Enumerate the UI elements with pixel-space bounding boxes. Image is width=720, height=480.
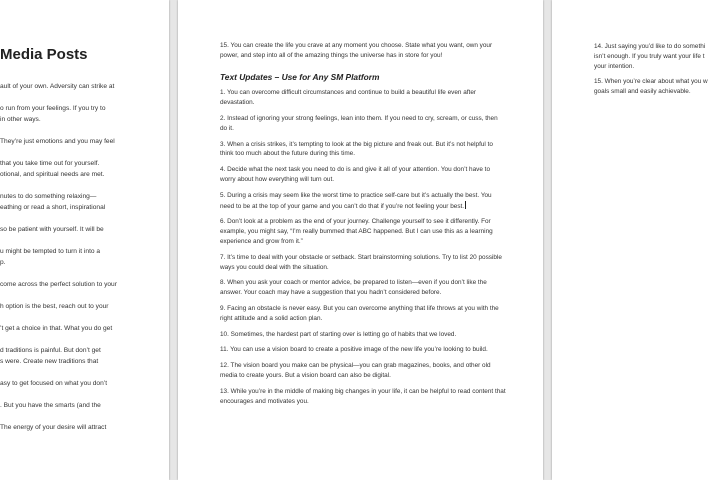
text-cursor (465, 201, 466, 209)
list-item: 8. When you ask your coach or mentor advice, be prepared to listen—even if you don’t like the answer. Your coach may have a suggestion that you hadn’t considered before. (220, 279, 487, 297)
paragraph-fragment: u might be tempted to turn it into a p. (0, 248, 101, 266)
list-item: 13. While you’re in the middle of making big changes in your life, it can be helpful to read content that encourages and motivates you. (220, 387, 506, 405)
list-item: 11. You can use a vision board to create a positive image of the new life you’re looking to build. (220, 346, 488, 354)
list-item: 9. Facing an obstacle is never easy. But you can overcome anything that life throws at you with the right attitude and a solid action plan. (220, 304, 499, 322)
paragraph-fragment: The energy of your desire will attract (0, 424, 107, 431)
left-paragraph-list (0, 81, 169, 433)
list-item: 6. Don’t look at a problem as the end of your journey. Challenge yourself to see it differently. For example, you might say, “I’m really bummed that ABC happened. But I can use this as a learning experience and grow from it.” (220, 218, 493, 245)
list-item: 10. Sometimes, the hardest part of starting over is letting go of habits that we loved. (220, 330, 457, 338)
paragraph-fragment: They’re just emotions and you may feel (0, 138, 115, 145)
paragraph-fragment: . But you have the smarts (and the (0, 402, 101, 409)
list-item: 1. You can overcome difficult circumstances and continue to build a beautiful life even after devastation. (220, 89, 477, 107)
paragraph-fragment: that you take time out for yourself. otional, and spiritual needs are met. (0, 160, 105, 178)
paragraph-fragment: 14. Just saying you’d like to do somethi isn’t enough. If you truly want your life t your intention. (594, 43, 706, 70)
paragraph-fragment: nutes to do something relaxing— eathing or read a short, inspirational (0, 193, 106, 211)
paragraph-fragment: come across the perfect solution to your (0, 281, 117, 288)
list-item-text: 5. During a crisis may seem like the worst time to practice self-care but it’s actually the best. You need to be at the top of your game and you can’t do that if you’re not feeling your best. (220, 191, 492, 210)
section-heading: Text Updates – Use for Any SM Platform (220, 71, 380, 82)
paragraph-fragment: ault of your own. Adversity can strike at (0, 83, 115, 90)
document-page-right (552, 0, 720, 480)
document-page-left (0, 0, 169, 480)
list-item: 3. When a crisis strikes, it’s tempting to look at the big picture and freak out. But it’s not helpful to think too much about the future during this time. (220, 140, 493, 158)
page-title: Media Posts (0, 46, 88, 63)
paragraph-fragment: o run from your feelings. If you try to in other ways. (0, 105, 106, 123)
paragraph-fragment: ’t get a choice in that. What you do get (0, 325, 113, 332)
list-item: 4. Decide what the next task you need to do is and give it all of your attention. You don’t have to worry about how everything will turn out. (220, 166, 491, 183)
paragraph-fragment: d traditions is painful. But don’t get s were. Create new traditions that (0, 347, 101, 365)
list-item: 12. The vision board you make can be physical—you can grab magazines, books, and other old media to create yours. But a vision board can also be digital. (220, 362, 491, 379)
list-item: 7. It’s time to deal with your obstacle or setback. Start brainstorming solutions. Try to list 20 possible ways you could deal with the situation. (220, 253, 502, 271)
list-item-with-cursor[interactable] (220, 191, 506, 212)
paragraph-fragment: 15. When you’re clear about what you w goals small and easily achievable. (594, 78, 708, 96)
list-item: 2. Instead of ignoring your strong feelings, lean into them. If you need to cry, scream, or cuss, then do it. (220, 114, 498, 132)
page-body[interactable] (220, 41, 506, 412)
paragraph-fragment: asy to get focused on what you don’t (0, 380, 108, 387)
list-item-intro: 15. You can create the life you crave at any moment you choose. State what you want, own your power, and step into all of the amazing things the universe has in store for you! (220, 42, 493, 59)
paragraph-fragment: h option is the best, reach out to your (0, 303, 109, 310)
document-page-center (178, 0, 543, 480)
paragraph-fragment: so be patient with yourself. It will be (0, 226, 104, 233)
